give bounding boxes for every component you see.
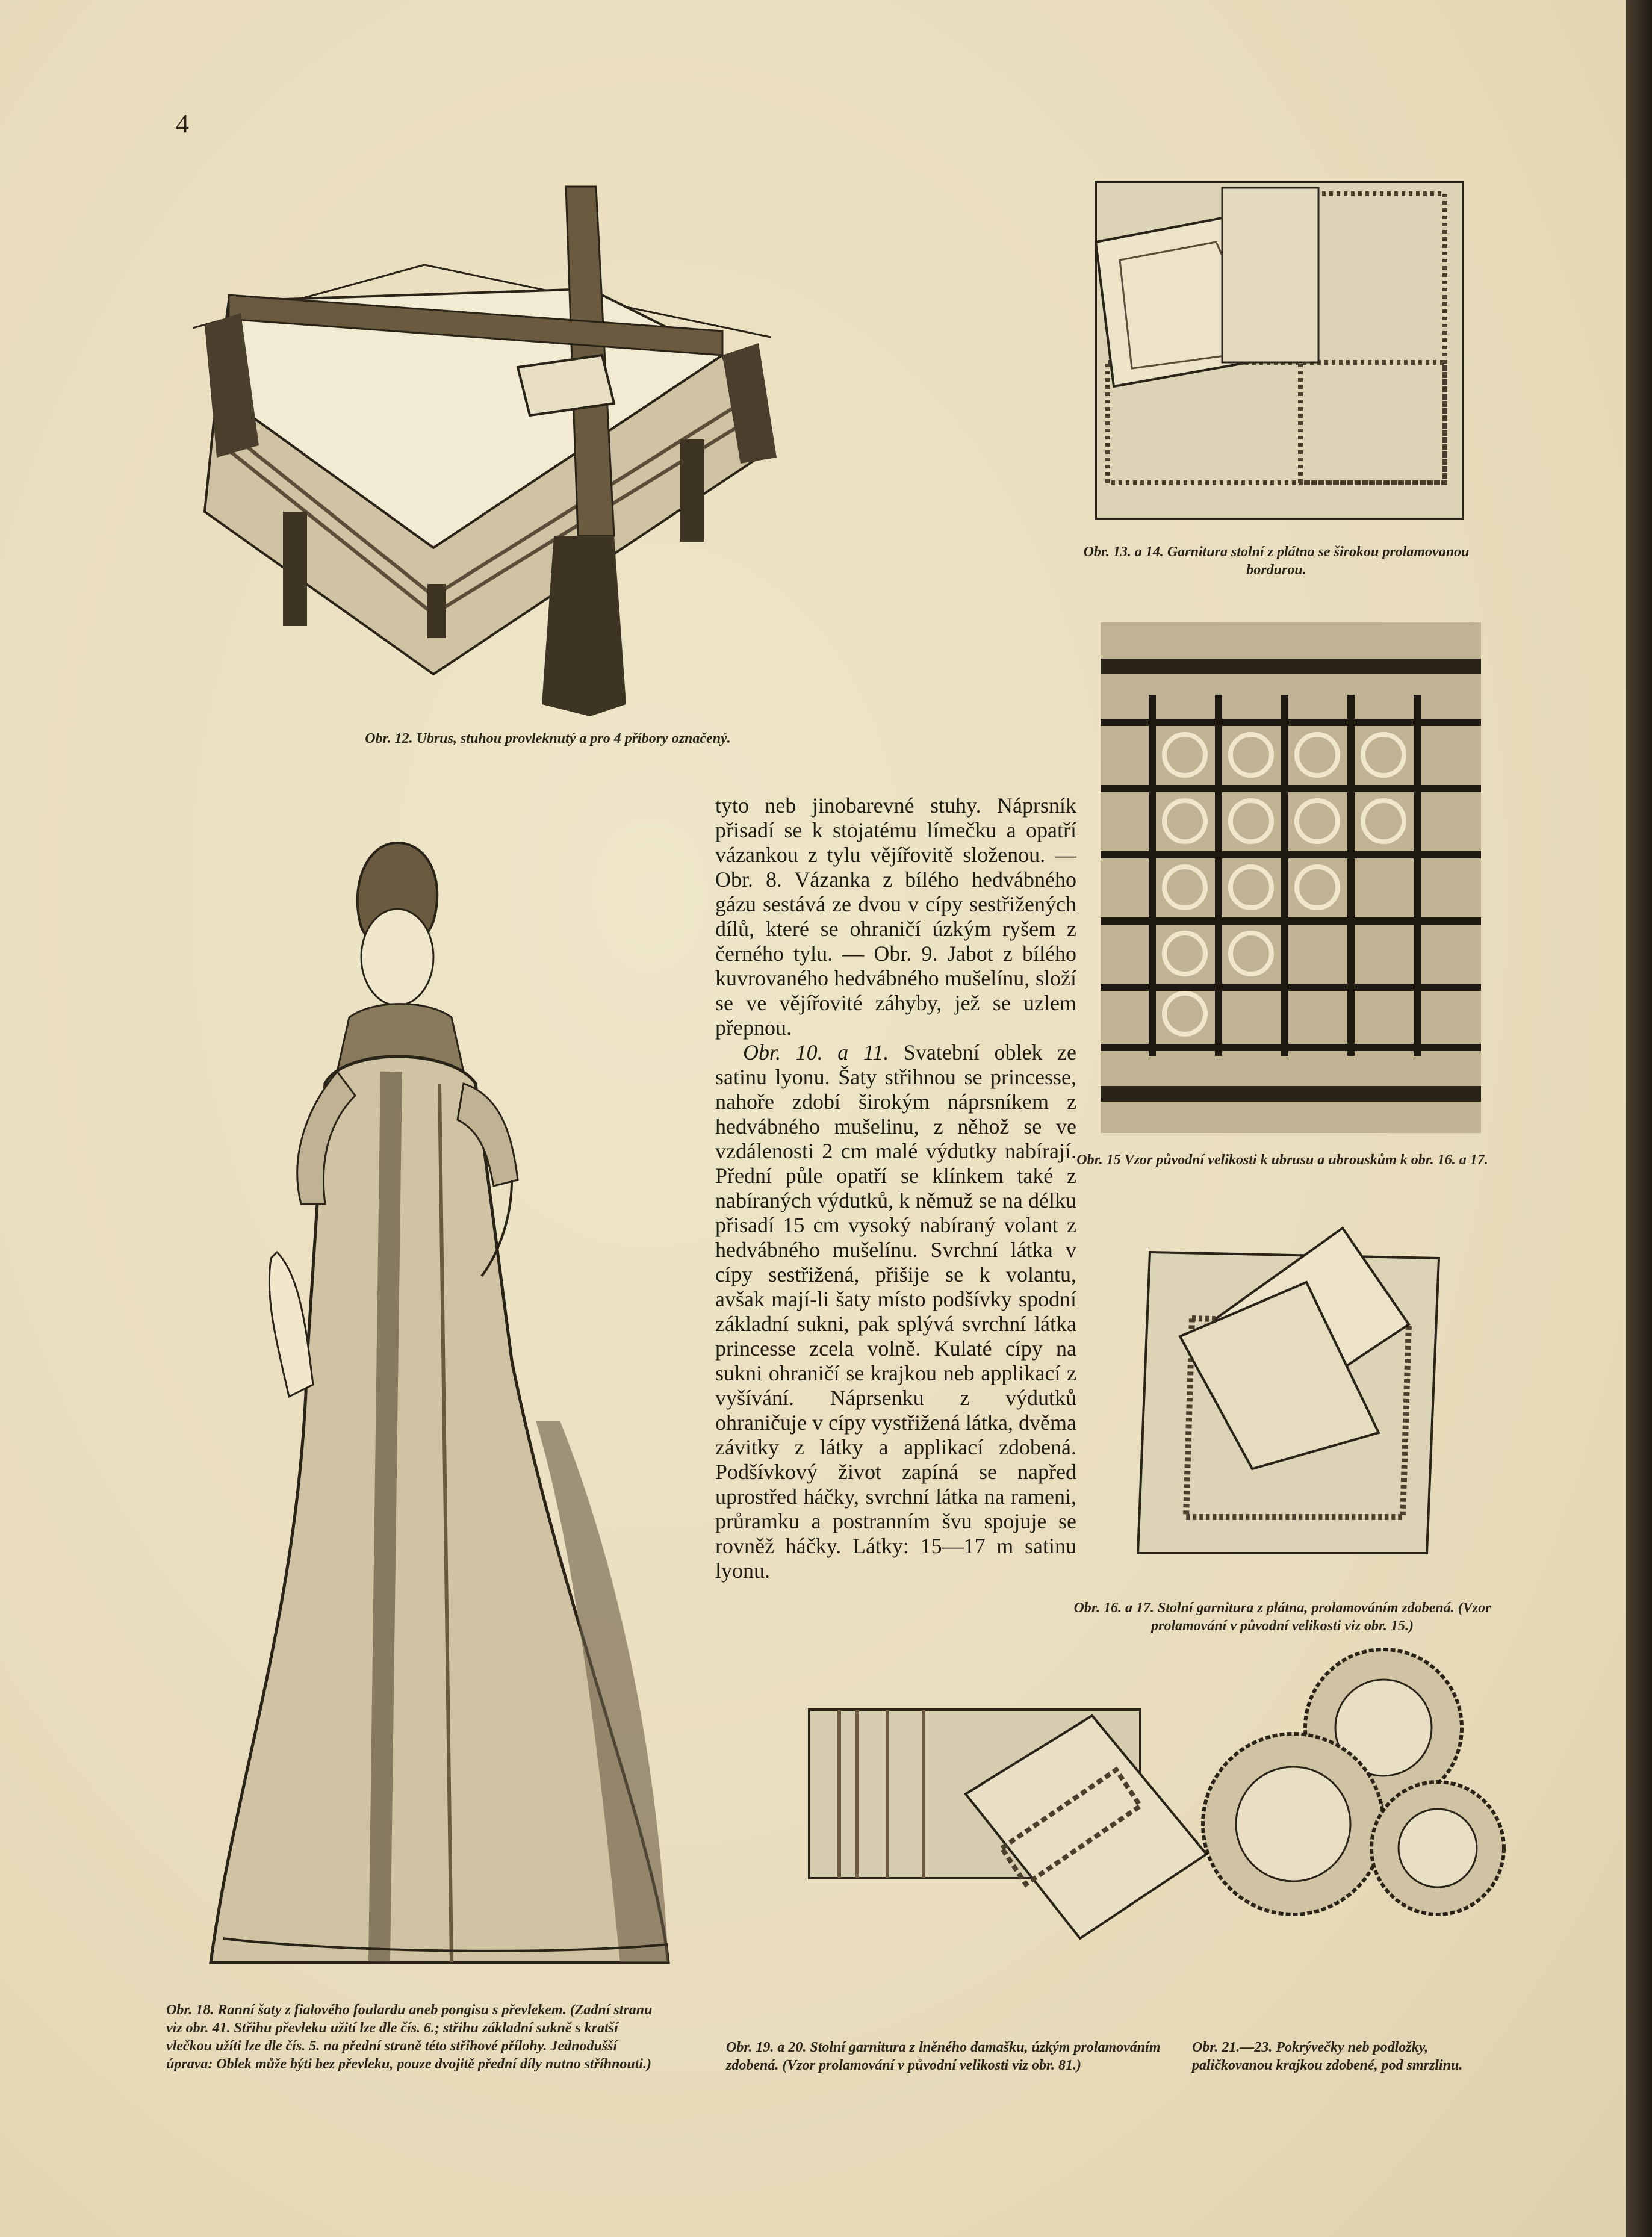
caption-fig21-23: Obr. 21.—23. Pokrývečky neb podložky, paličkovanou krajkou zdobené, pod smrzlinu. [1192, 2040, 1463, 2073]
article-paragraph-2 [715, 1040, 1076, 1583]
caption-fig12: Obr. 12. Ubrus, stuhou provleknutý a pro 4 příbory označený. [365, 731, 731, 746]
tablecloth-illustration [181, 175, 789, 728]
article-paragraph-2-lead: Obr. 10. a 11. [743, 1040, 889, 1064]
openwork-pattern-illustration [1101, 622, 1481, 1133]
article-paragraph-2-text: Svatební oblek ze satinu lyonu. Šaty střihnou se princesse, nahoře zdobí širokým náprsníkem z hedvábného mušelinu, z něhož se ve vzdálenosti 2 cm malé výdutky nabírají. Přední půle opatří se klínkem také z nabíraných výdutků, k němuž se na délku přisadí 15 cm vysoký nabíraný volant z hedvábného mušelínu. Svrchní látka v cípy sestřižená, přišije se k volantu, avšak mají-li šaty místo podšívky spodní základní sukni, pak splývá svrchní látka princesse zcela volně. Kulaté cípy na sukni ohraničí se krajkou neb applikací z vyšívání. Náprsenku z výdutků ohraničuje v cípy vystřižená látka, dvěma závitky z látky a applikací zdobená. Podšívkový život zapíná se napřed uprostřed háčky, svrchní látka na rameni, průramku a postranním švu spojuje se rovněž háčky. Látky: 15—17 m satinu lyonu. [715, 1040, 1076, 1583]
lace-doilies-illustration [1197, 1637, 1510, 1932]
article-paragraph-1: tyto neb jinobarevné stuhy. Náprsník přisadí se k stojatému límečku a opatří vázankou z tylu vějířovitě složenou. — Obr. 8. Vázanka z bílého hedvábného gázu sestává ze dvou v cípy sestřižených dílů, které se ohraničí úzkým ryšem z černého tylu. — Obr. 9. Jabot z bílého kuvrovaného hedvábného mušelínu, složí se ve vějířovité záhyby, jež se uzlem přepnou. [715, 793, 1076, 1040]
caption-fig13-14: Obr. 13. a 14. Garnitura stolní z plátna se širokou prolamovanou bordurou. [1083, 544, 1470, 578]
page-edge [1626, 0, 1652, 2237]
damask-table-set-illustration [803, 1698, 1213, 1950]
caption-fig16-17: Obr. 16. a 17. Stolní garnitura z plátna, prolamováním zdobená. (Vzor prolamování v původní velikosti viz obr. 15.) [1073, 1600, 1491, 1634]
caption-fig19-20: Obr. 19. a 20. Stolní garnitura z lněného damašku, úzkým prolamováním zdobená. (Vzor prolamování v původní velikosti viz obr. 81.) [726, 2040, 1161, 2073]
caption-fig15: Obr. 15 Vzor původní velikosti k ubrusu a ubrouskům k obr. 16. a 17. [1076, 1152, 1488, 1168]
article-text [715, 793, 1076, 1583]
morning-dress-illustration [199, 819, 674, 1975]
caption-fig18: Obr. 18. Ranní šaty z fialového foulardu aneb pongisu s převlekem. (Zadní stranu viz obr. 41. Střihu převleku užití lze dle čís. 6.; střihu základní sukně s kratší vlečkou užíti lze dle čís. 5. na přední straně této střihové přílohy. Jednodušší úprava: Oblek může býti bez převleku, pouze dvojitě přední díly nutno stříhnouti.) [166, 2002, 653, 2072]
page-number: 4 [176, 109, 189, 138]
folded-table-set-illustration [1126, 1216, 1463, 1565]
table-linen-set-illustration [1084, 170, 1475, 525]
